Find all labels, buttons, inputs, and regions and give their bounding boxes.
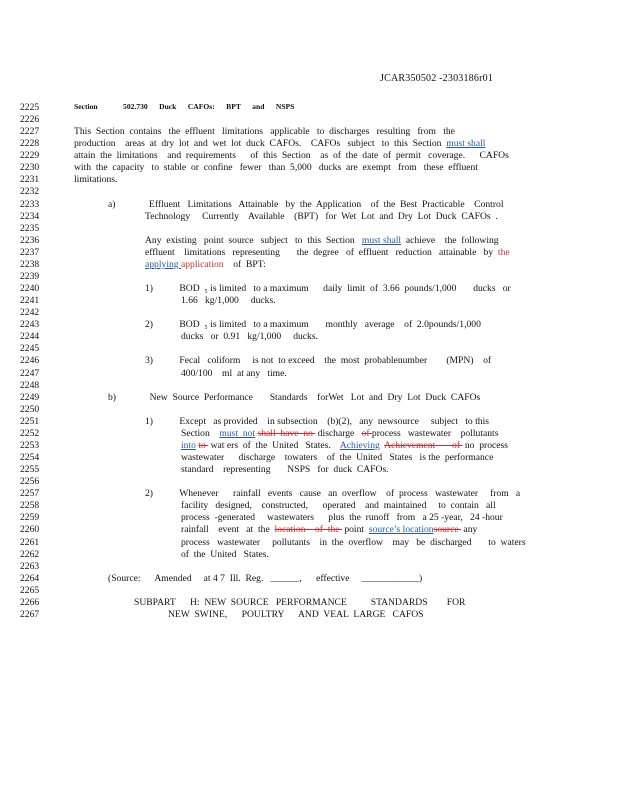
line xyxy=(0,549,618,561)
line xyxy=(0,609,618,621)
line-text xyxy=(145,211,498,222)
document-id: JCAR350502 -2303186r01 xyxy=(380,73,494,84)
line-text xyxy=(181,549,269,560)
line-number: 2258 xyxy=(20,500,40,512)
line xyxy=(0,597,618,609)
text-run: rainfall event at the xyxy=(181,524,275,536)
text-run: facility designed, constructed, operated and maintained to contain all xyxy=(181,500,496,512)
deleted-text: location of the xyxy=(274,524,342,536)
line-number: 2260 xyxy=(20,524,40,536)
text-run: wastewater discharge towaters of the United States is the performance xyxy=(181,452,494,464)
line xyxy=(0,223,618,235)
line-number: 2249 xyxy=(20,391,40,403)
text-run: any xyxy=(461,524,478,536)
line xyxy=(0,235,618,247)
line-number: 2252 xyxy=(20,427,40,439)
text-run: process wastewater pollutants in the overflow may be discharged to waters xyxy=(181,536,526,548)
line-number: 2261 xyxy=(20,536,40,548)
line xyxy=(0,428,618,440)
text-run: 1.66 kg/1,000 ducks. xyxy=(181,295,276,307)
line xyxy=(0,271,618,283)
line-text xyxy=(74,102,308,111)
line-number: 2256 xyxy=(20,476,40,488)
text-run: 2) BOD ₅ is limited to a maximum monthly average of 2.0pounds/1,000 xyxy=(145,319,481,331)
line xyxy=(0,102,618,114)
line-text xyxy=(74,150,509,161)
line xyxy=(0,174,618,186)
line xyxy=(0,126,618,138)
text-run: discharge xyxy=(315,427,362,439)
line-text xyxy=(181,537,526,548)
text-run: process wastewater pollutants xyxy=(371,427,499,439)
line xyxy=(0,500,618,512)
text-run: limitations. xyxy=(74,174,118,186)
text-run: point xyxy=(341,524,369,536)
inserted-text: must shall xyxy=(446,138,486,150)
line xyxy=(0,211,618,223)
line-number: 2266 xyxy=(20,596,40,608)
line-text xyxy=(145,416,489,427)
line-number: 2248 xyxy=(20,379,40,391)
line xyxy=(0,138,618,150)
text-run: achieve the following xyxy=(401,234,499,246)
line-text xyxy=(108,199,504,210)
line-number: 2254 xyxy=(20,452,40,464)
line-text xyxy=(145,319,481,330)
line-number: 2267 xyxy=(20,608,40,620)
line xyxy=(0,416,618,428)
text-run: 3) Fecal coliform is not to exceed the most probablenumber (MPN) of xyxy=(145,355,492,367)
line-number: 2233 xyxy=(20,198,40,210)
line xyxy=(0,186,618,198)
line xyxy=(0,259,618,271)
inserted-text: into xyxy=(181,439,196,451)
text-run: 400/100 ml at any time. xyxy=(181,367,287,379)
line-number: 2240 xyxy=(20,283,40,295)
line-text xyxy=(181,428,498,439)
line-text xyxy=(74,138,485,149)
line-number: 2255 xyxy=(20,464,40,476)
text-run: 1) BOD ₅ is limited to a maximum daily limit of 3.66 pounds/1,000 ducks or xyxy=(145,283,511,295)
line-number: 2265 xyxy=(20,584,40,596)
line-text xyxy=(181,464,389,475)
line-text xyxy=(74,174,117,185)
inserted-text: must shall xyxy=(361,234,402,246)
line xyxy=(0,307,618,319)
line xyxy=(0,343,618,355)
line-text xyxy=(108,392,480,403)
line-text xyxy=(134,597,465,608)
text-run: This Section contains the effluent limitations applicable to discharges resulting from the xyxy=(74,126,455,138)
line xyxy=(0,114,618,126)
line-number: 2263 xyxy=(20,560,40,572)
line-text xyxy=(145,235,499,246)
line-number: 2237 xyxy=(20,246,40,258)
text-run: 502.730 Duck CAFOs: BPT and NSPS xyxy=(111,102,295,111)
line-text xyxy=(181,331,318,342)
deleted-text: of xyxy=(361,427,372,439)
text-run: of the United States. xyxy=(181,548,269,560)
text-run: production areas at dry lot and wet lot duck CAFOs. CAFOs subject to this Section xyxy=(74,138,447,150)
text-run: (Source: Amended at 4 7 Ill. Reg. ______, effective ____________) xyxy=(108,572,423,584)
line-number: 2241 xyxy=(20,295,40,307)
line xyxy=(0,355,618,367)
line xyxy=(0,537,618,549)
text-run: standard representing NSPS for duck CAFOs. xyxy=(181,464,389,476)
text-run: Section xyxy=(181,427,220,439)
line-text xyxy=(74,162,478,173)
line-text xyxy=(108,573,422,584)
line-number: 2239 xyxy=(20,270,40,282)
line-text xyxy=(181,295,276,306)
line xyxy=(0,150,618,162)
line-number: 2244 xyxy=(20,331,40,343)
line-number: 2243 xyxy=(20,319,40,331)
deleted-text: Achievement of xyxy=(384,439,463,451)
line-number: 2259 xyxy=(20,512,40,524)
inserted-text: applying xyxy=(145,258,181,270)
line xyxy=(0,368,618,380)
line-number: 2257 xyxy=(20,488,40,500)
line-number: 2253 xyxy=(20,439,40,451)
line-number: 2236 xyxy=(20,234,40,246)
text-run: 2) Whenever rainfall events cause an overflow of process wastewater from a xyxy=(145,488,521,500)
line xyxy=(0,561,618,573)
line xyxy=(0,464,618,476)
text-run: no process xyxy=(462,439,508,451)
line-number: 2225 xyxy=(20,102,40,113)
line xyxy=(0,295,618,307)
text-run: of BPT: xyxy=(223,258,266,270)
text-run: process -generated wastewaters plus the runoff from a 25 -year, 24 -hour xyxy=(181,512,503,524)
line xyxy=(0,573,618,585)
line xyxy=(0,283,618,295)
line xyxy=(0,331,618,343)
text-run: ducks or 0.91 kg/1,000 ducks. xyxy=(181,331,318,343)
line-number: 2231 xyxy=(20,174,40,186)
inserted-text: must not xyxy=(219,427,256,439)
line xyxy=(0,392,618,404)
line xyxy=(0,199,618,211)
line-number: 2250 xyxy=(20,403,40,415)
text-run: the xyxy=(497,246,510,258)
text-run: Any existing point source subject to this Section xyxy=(145,234,362,246)
line-number: 2242 xyxy=(20,307,40,319)
line-number: 2234 xyxy=(20,210,40,222)
line-number: 2262 xyxy=(20,548,40,560)
line xyxy=(0,585,618,597)
text-run: application xyxy=(180,258,224,270)
line-number: 2230 xyxy=(20,162,40,174)
text-run: b) New Source Performance Standards forWet Lot and Dry Lot Duck CAFOs xyxy=(108,391,481,403)
text-run: Technology Currently Available (BPT) for Wet Lot and Dry Lot Duck CAFOs . xyxy=(145,210,498,222)
line-text xyxy=(181,500,496,511)
line xyxy=(0,440,618,452)
deleted-text: to xyxy=(198,439,209,451)
line-text xyxy=(168,609,424,620)
line-text xyxy=(74,126,455,137)
line-text xyxy=(181,524,477,535)
line-text xyxy=(145,488,520,499)
line-number: 2227 xyxy=(20,126,40,138)
line-text xyxy=(181,452,493,463)
line xyxy=(0,319,618,331)
text-run: Section xyxy=(74,102,98,111)
line xyxy=(0,247,618,259)
line xyxy=(0,380,618,392)
line-text xyxy=(181,368,287,379)
text-run: effluent limitations representing the degree of effluent reduction attainable by xyxy=(145,246,498,258)
inserted-text: Achieving xyxy=(339,439,380,451)
line-number: 2226 xyxy=(20,114,40,126)
text-run: a) Effluent Limitations Attainable by the Application of the Best Practicable Control xyxy=(108,198,504,210)
line-number: 2245 xyxy=(20,343,40,355)
line-number: 2229 xyxy=(20,150,40,162)
text-run: wat ers of the United States. xyxy=(208,439,340,451)
line-number: 2247 xyxy=(20,367,40,379)
line-number: 2246 xyxy=(20,355,40,367)
line xyxy=(0,476,618,488)
line-text xyxy=(181,512,503,523)
text-run: attain the limitations and requirements of this Section as of the date of permit coverage. CAFOs xyxy=(74,150,509,162)
line-text xyxy=(181,440,508,451)
line-text xyxy=(145,247,510,258)
line-text xyxy=(145,259,266,270)
line-number: 2228 xyxy=(20,138,40,150)
line-text xyxy=(145,283,511,294)
text-run: SUBPART H: NEW SOURCE PERFORMANCE STANDARDS FOR xyxy=(134,596,466,608)
line-number: 2232 xyxy=(20,186,40,198)
text-run: with the capacity to stable or confine fewer than 5,000 ducks are exempt from these effluent xyxy=(74,162,478,174)
line xyxy=(0,524,618,536)
line-text xyxy=(145,355,491,366)
inserted-text: source’s location xyxy=(368,524,434,536)
deleted-text: shall have no xyxy=(257,427,316,439)
line-number: 2264 xyxy=(20,572,40,584)
line xyxy=(0,512,618,524)
text-run: NEW SWINE, POULTRY AND VEAL LARGE CAFOS xyxy=(168,608,424,620)
line xyxy=(0,488,618,500)
line-number: 2238 xyxy=(20,258,40,270)
line-number: 2251 xyxy=(20,415,40,427)
line xyxy=(0,452,618,464)
line xyxy=(0,404,618,416)
line-number: 2235 xyxy=(20,222,40,234)
text-run: 1) Except as provided in subsection (b)(2), any newsource subject to this xyxy=(145,415,489,427)
deleted-text: source xyxy=(433,524,462,536)
line xyxy=(0,162,618,174)
